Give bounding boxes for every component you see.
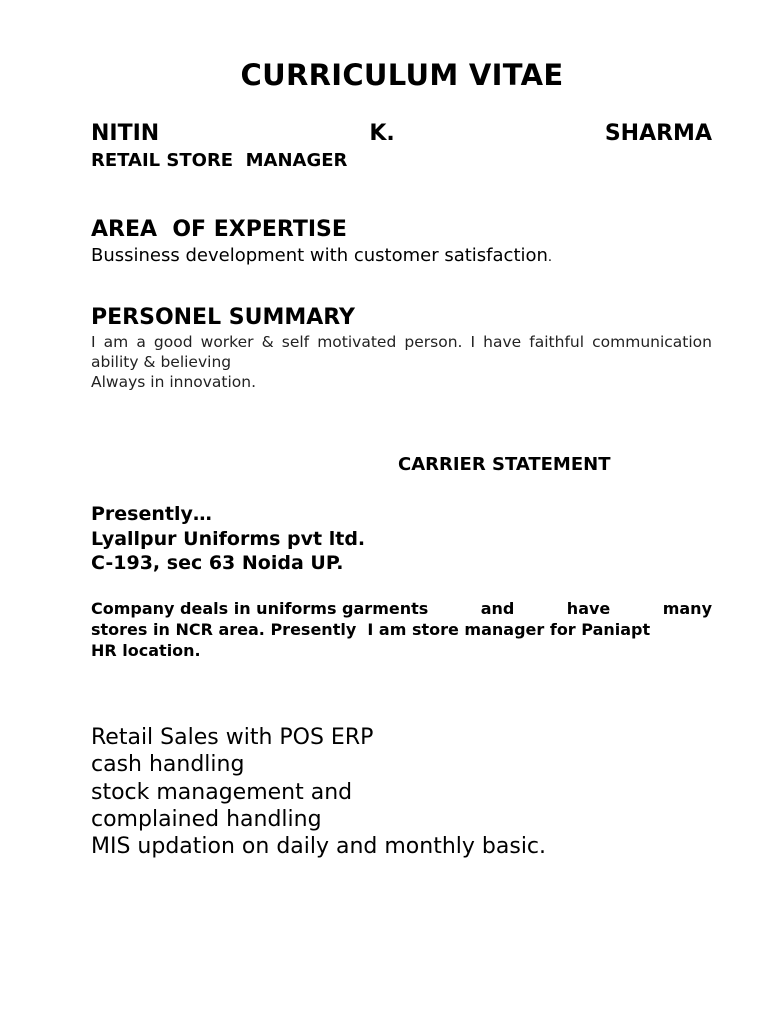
company-address: C-193, sec 63 Noida UP. — [91, 552, 344, 574]
expertise-period: . — [547, 250, 553, 265]
first-name: NITIN — [91, 121, 160, 146]
duty-item: MIS updation on daily and monthly basic. — [91, 834, 547, 860]
desc-segment: have — [566, 599, 611, 618]
last-name: SHARMA — [604, 121, 712, 146]
employment-status: Presently… — [91, 503, 212, 525]
duty-item: Retail Sales with POS ERP — [91, 725, 374, 750]
company-description-line-1 — [91, 598, 712, 619]
desc-segment: and — [480, 599, 515, 618]
duties-list — [91, 724, 546, 860]
summary-line-1: I am a good worker & self motivated person. I have faithful communication ability & believing — [91, 333, 712, 371]
summary-text — [91, 332, 712, 392]
summary-line-2: Always in innovation. — [91, 373, 257, 391]
company-name: Lyallpur Uniforms pvt ltd. — [91, 527, 366, 550]
expertise-heading: AREA OF EXPERTISE — [91, 217, 347, 242]
company-description — [91, 598, 712, 661]
current-employer — [91, 502, 365, 576]
company-description-line-2: stores in NCR area. Presently I am store manager for Paniapt — [91, 620, 651, 639]
job-title: RETAIL STORE MANAGER — [91, 150, 348, 171]
candidate-name — [91, 121, 712, 146]
career-heading: CARRIER STATEMENT — [398, 454, 611, 475]
duty-item: stock management and — [91, 779, 353, 805]
desc-segment: Company deals in uniforms garments — [91, 599, 429, 618]
document-title: CURRICULUM VITAE — [240, 58, 564, 92]
desc-segment: many — [662, 599, 712, 618]
duty-item: complained handling — [91, 806, 322, 832]
expertise-description: Bussiness development with customer satisfaction — [91, 245, 548, 266]
expertise-text — [91, 245, 552, 266]
middle-initial: K. — [369, 121, 395, 146]
summary-heading: PERSONEL SUMMARY — [91, 305, 355, 330]
company-description-line-3: HR location. — [91, 641, 201, 660]
duty-item: cash handling — [91, 752, 245, 778]
